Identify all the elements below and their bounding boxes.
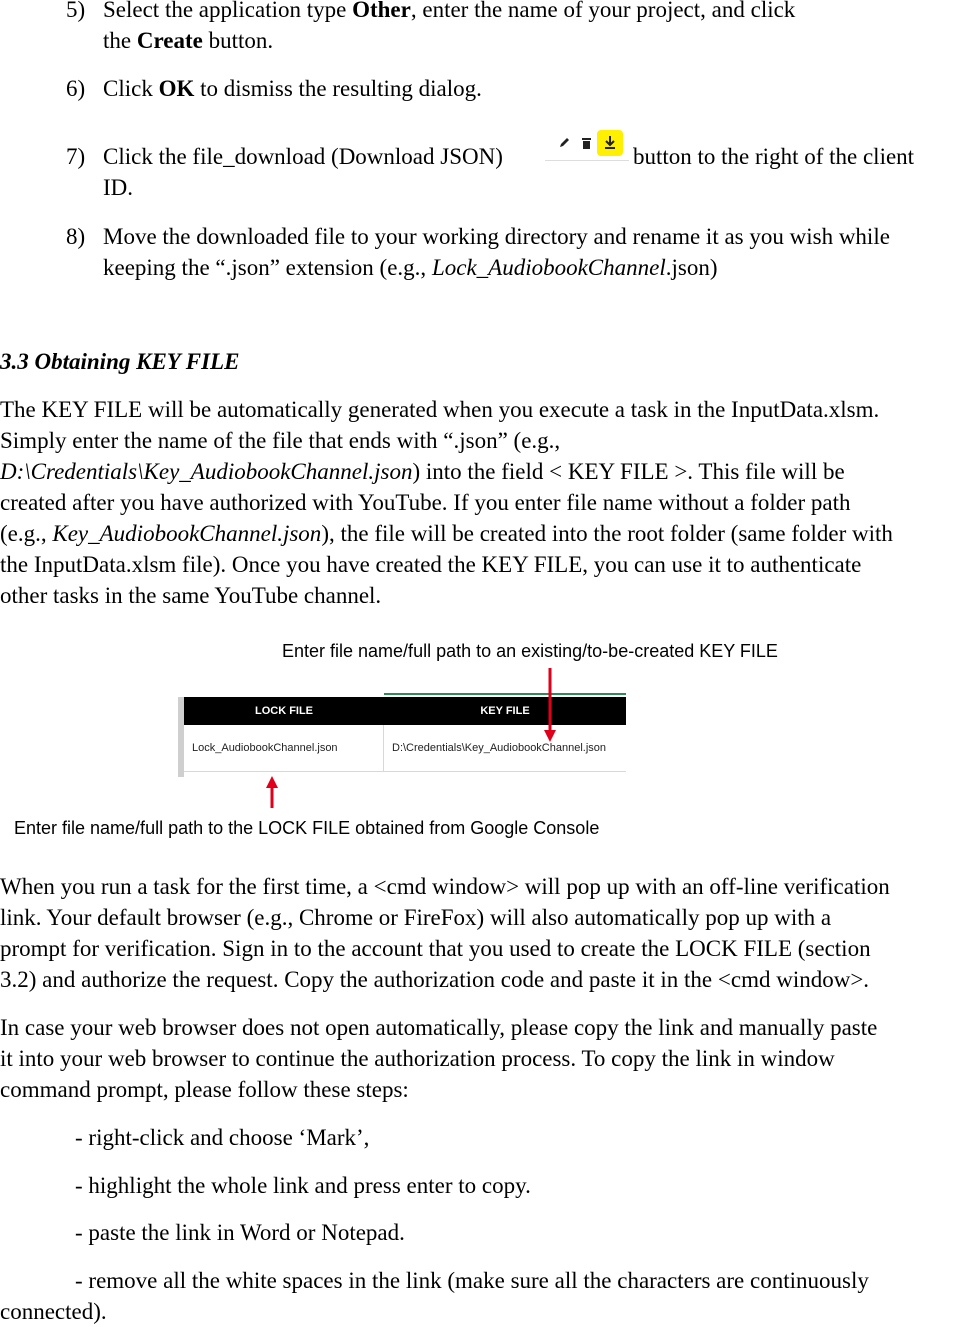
paragraph-key-file: The KEY FILE will be automatically generated when you execute a task in the InputData.xlsm. Simply enter the name of the file that ends with “.json” (e.g., D:\Credentials\Key_AudiobookChannel.json) into the field < KEY FILE >. This file will be created after you have authorized with YouTube. If you enter file name without a folder path (e.g., Key_AudiobookChannel.json), the file will be created into the root folder (same folder with the InputData.xlsm file). Once you have created the KEY FILE, you can use it to authenticate other tasks in the same YouTube channel. [0, 397, 893, 608]
pencil-icon [559, 136, 571, 148]
download-button[interactable] [597, 130, 623, 156]
header-key-file: KEY FILE [384, 697, 626, 725]
step-text-line2: ID. [103, 175, 134, 200]
figure-caption-bottom: Enter file name/full path to the LOCK FILE obtained from Google Console [14, 818, 600, 838]
paragraph-first-run: When you run a task for the first time, a <cmd window> will pop up with an off-line verification link. Your default browser (e.g., Chrome or FireFox) will also automatically pop up with a prompt for verification. Sign in to the account that you used to create the LOCK FILE (section 3.2) and authorize the request. Copy the authorization code and paste it in the <cmd window>. [0, 874, 890, 992]
row-border [184, 771, 626, 772]
paragraph-manual-copy: In case your web browser does not open automatically, please copy the link and manually paste it into your web browser to continue the authorization process. To copy the link in window command prompt, please follow these steps: [0, 1015, 878, 1102]
cell-key-file: D:\Credentials\Key_AudiobookChannel.json [392, 742, 607, 754]
trash-icon [582, 138, 591, 149]
step-number: 6) [66, 76, 86, 101]
step-number: 8) [66, 224, 86, 249]
figure-caption-top: Enter file name/full path to an existing/to-be-created KEY FILE [282, 641, 778, 661]
header-lock-file: LOCK FILE [184, 697, 384, 725]
list-item: - right-click and choose ‘Mark’, [75, 1125, 370, 1150]
step-number: 5) [66, 0, 86, 22]
arrow-to-lock-file [262, 776, 282, 810]
step-text: Click OK to dismiss the resulting dialog. [103, 76, 482, 101]
cell-lock-file: Lock_AudiobookChannel.json [184, 725, 384, 771]
list-item: - highlight the whole link and press enter to copy. [75, 1173, 531, 1198]
list-item-continuation: connected). [0, 1299, 107, 1324]
step-text: Click the file_download (Download JSON) [103, 144, 503, 169]
download-icon [597, 130, 623, 156]
list-item: - remove all the white spaces in the link (make sure all the characters are continuously [75, 1268, 869, 1293]
header-green-line [384, 693, 626, 695]
section-heading: 3.3 Obtaining KEY FILE [0, 349, 240, 374]
step-number: 7) [66, 144, 86, 169]
json-action-icons [545, 128, 629, 161]
arrow-to-key-file [540, 668, 560, 746]
list-item: - paste the link in Word or Notepad. [75, 1220, 405, 1245]
step-text: Move the downloaded file to your working directory and rename it as you wish while keeping the “.json” extension (e.g., Lock_AudiobookChannel.json) [103, 224, 890, 280]
step-text-tail: button to the right of the client [633, 144, 915, 169]
step-text: Select the application type Other, enter the name of your project, and click the Create button. [103, 0, 796, 53]
